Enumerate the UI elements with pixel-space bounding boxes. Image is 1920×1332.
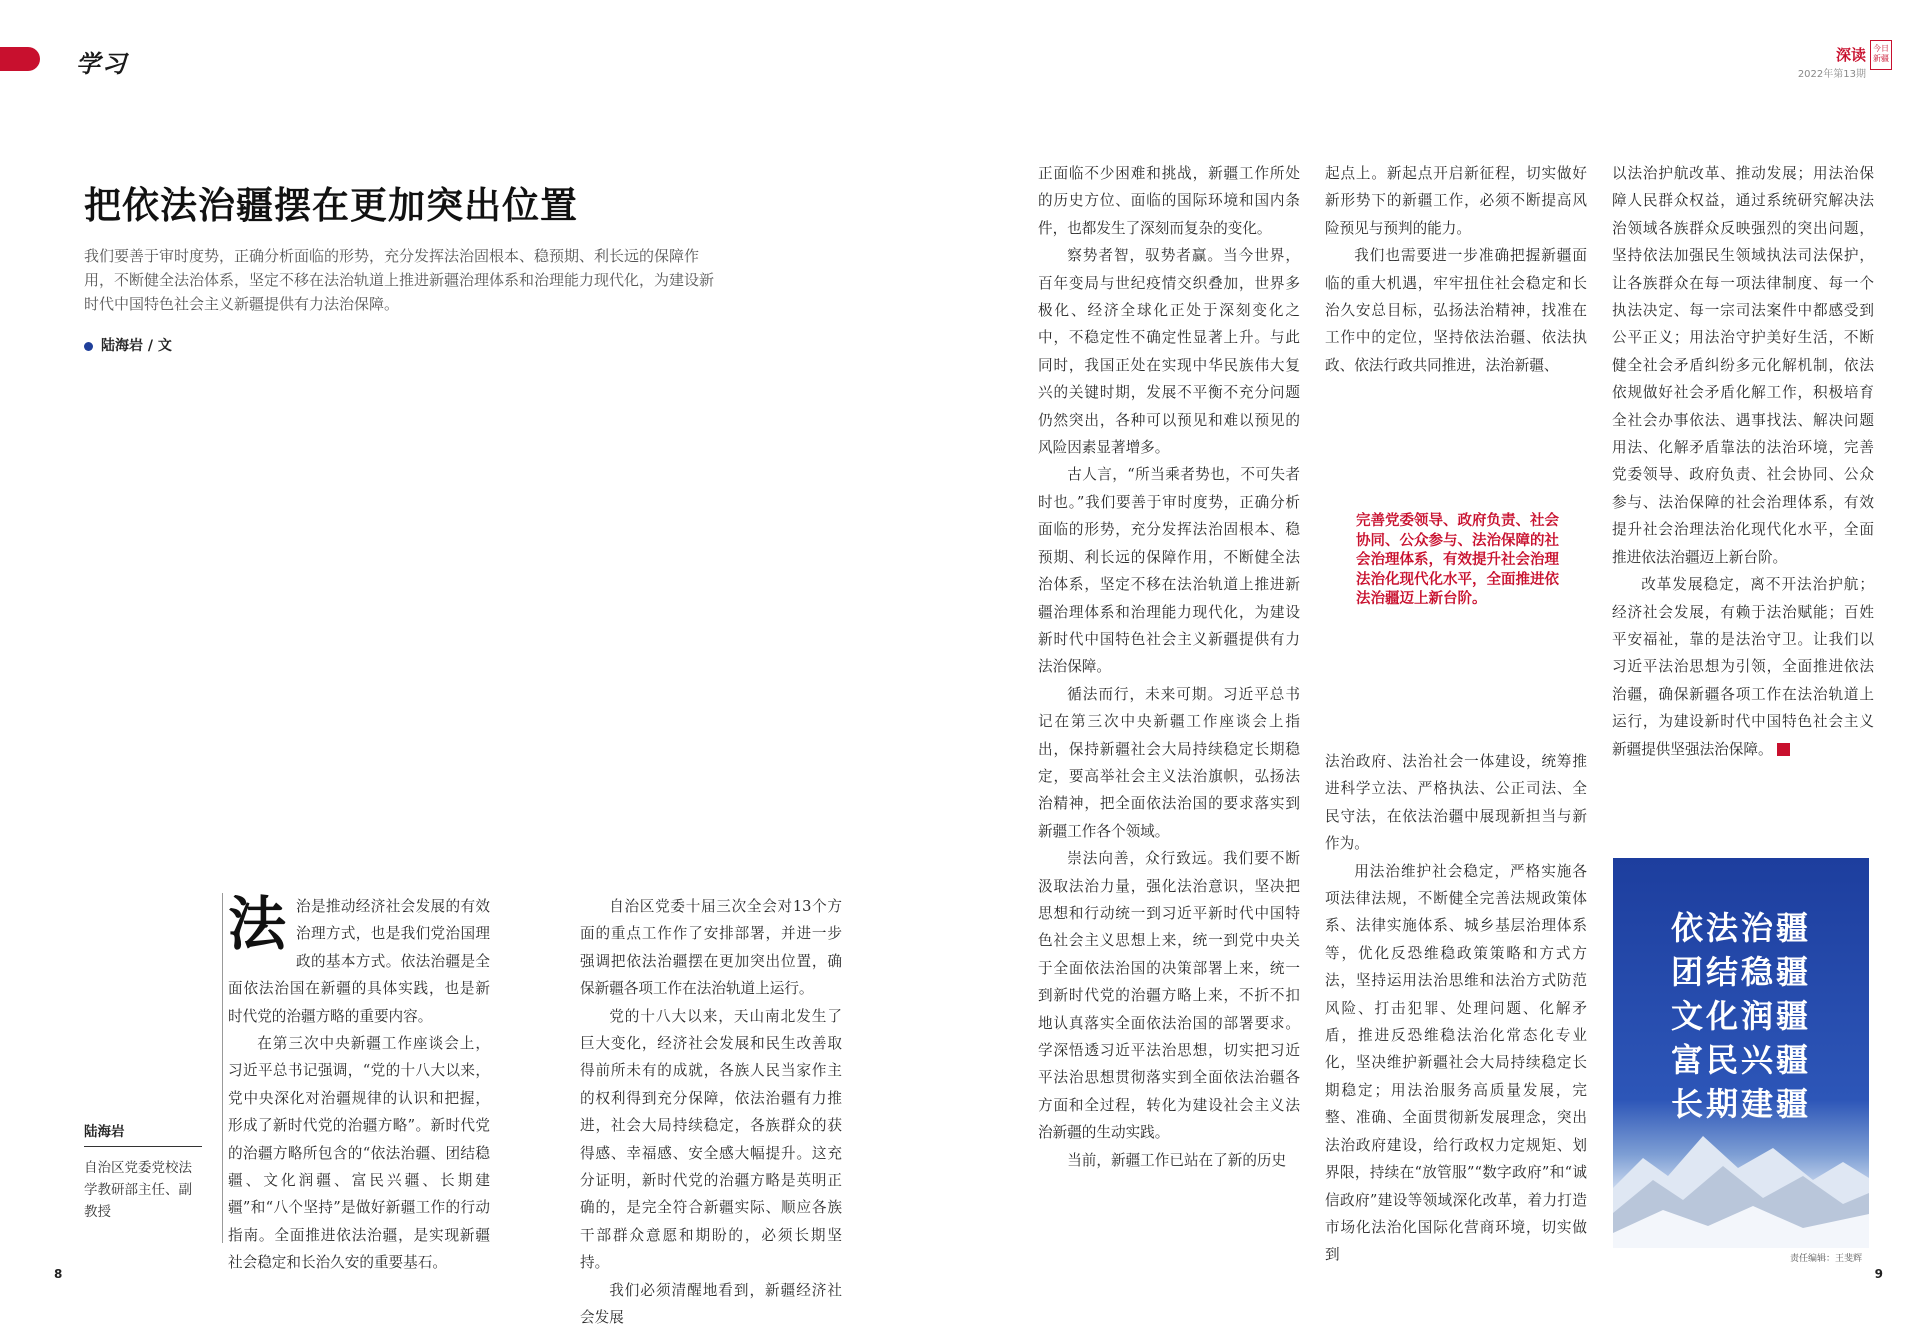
paragraph: 以法治护航改革、推动发展；用法治保障人民群众权益，通过系统研究解决法治领域各族群众反映强烈的突出问题，坚持依法加强民生领域执法司法保护，让各族群众在每一项法律制度、每一个执法决定、每一宗司法案件中都感受到公平正义；用法治守护美好生活，不断健全社会矛盾纠纷多元化解机制，依法依规做好社会矛盾化解工作，积极培育全社会办事依法、遇事找法、解决问题用法、化解矛盾靠法的法治环境，完善党委领导、政府负责、社会协同、公众参与、法治保障的社会治理体系，有效提升社会治理法治化现代化水平，全面推进依法治疆迈上新台阶。 — [1612, 165, 1874, 566]
issue-number: 2022年第13期 — [1797, 69, 1866, 80]
column-divider — [222, 893, 223, 1243]
paragraph: 自治区党委十届三次全会对13个方面的重点工作作了安排部署，并进一步强调把依法治疆摆在更加突出位置，确保新疆各项工作在法治轨道上运行。 — [580, 898, 842, 998]
poster-slogan: 富民兴疆 — [1670, 1041, 1811, 1079]
article-title: 把依法治疆摆在更加突出位置 — [84, 184, 578, 227]
paragraph — [1612, 571, 1874, 763]
paragraph: 党的十八大以来，天山南北发生了巨大变化，经济社会发展和民生改善取得前所未有的成就，各族人民当家作主的权利得到充分保障，依法治疆有力推进，社会大局持续稳定，各族群众的获得感、幸福感、安全感大幅提升。这充分证明，新时代党的治疆方略是英明正确的，是完全符合新疆实际、顺应各族干部群众意愿和期盼的，必须长期坚持。 — [580, 1007, 842, 1272]
byline-text: 陆海岩 / 文 — [101, 338, 172, 354]
bullet-icon — [84, 342, 93, 351]
paragraph: 正面临不少困难和挑战，新疆工作所处的历史方位、面临的国际环境和国内条件，也都发生了深刻而复杂的变化。 — [1038, 165, 1300, 237]
article-lead: 我们要善于审时度势，正确分析面临的形势，充分发挥法治固根本、稳预期、利长远的保障作用，不断健全法治体系，坚定不移在法治轨道上推进新疆治理体系和治理能力现代化，为建设新时代中国特色社会主义新疆提供有力法治保障。 — [84, 247, 715, 313]
paragraph-text: 治是推动经济社会发展的有效治理方式，也是我们党治国理政的基本方式。依法治疆是全面依法治国在新疆的具体实践，也是新时代党的治疆方略的重要内容。 — [228, 898, 490, 1025]
poster-slogan: 团结稳疆 — [1670, 953, 1811, 991]
text-column-5 — [1612, 160, 1874, 763]
editor-credit: 责任编辑：王斐辉 — [1790, 1254, 1863, 1264]
poster-slogans — [1613, 906, 1869, 1126]
text-column-1 — [228, 890, 490, 1277]
text-column-3 — [1038, 160, 1300, 1174]
page-number-right: 9 — [1874, 1267, 1883, 1281]
magazine-brand — [1798, 44, 1866, 80]
author-box — [84, 1120, 202, 1223]
paragraph: 循法而行，未来可期。习近平总书记在第三次中央新疆工作座谈会上指出，保持新疆社会大局持续稳定长期稳定，要高举社会主义法治旗帜，弘扬法治精神，把全面依法治国的要求落实到新疆工作各个领域。 — [1038, 685, 1300, 840]
poster-slogan: 文化润疆 — [1670, 997, 1811, 1035]
paragraph: 用法治维护社会稳定，严格实施各项法律法规，不断健全完善法规政策体系、法律实施体系、城乡基层治理体系等，优化反恐维稳政策策略和方式方法，坚持运用法治思维和法治方式防范风险、打击犯罪、处理问题、化解矛盾，推进反恐维稳法治化常态化专业化，坚决维护新疆社会大局持续稳定长期稳定；用法治服务高质量发展，完整、准确、全面贯彻新发展理念，突出法治政府建设，给行政权力定规矩、划界限，持续在“放管服”“数字政府”和“诚信政府”建设等领域深化改革，着力打造市场化法治化国际化营商环境，切实做到 — [1325, 862, 1587, 1264]
paragraph — [228, 890, 490, 1030]
drop-cap: 法 — [228, 890, 287, 958]
paragraph-text: 改革发展稳定，离不开法治护航；经济社会发展，有赖于法治赋能；百姓平安福祉，靠的是法治守卫。让我们以习近平法治思想为引领，全面推进依法治疆，确保新疆各项工作在法治轨道上运行，为建设新时代中国特色社会主义新疆提供坚强法治保障。 — [1612, 576, 1874, 758]
section-title: 学习 — [76, 50, 128, 78]
paragraph: 法治政府、法治社会一体建设，统筹推进科学立法、严格执法、公正司法、全民守法，在依法治疆中展现新担当与新作为。 — [1325, 753, 1587, 853]
text-column-4-top — [1325, 160, 1587, 379]
end-mark-icon — [1777, 743, 1790, 756]
page-number-left: 8 — [54, 1267, 63, 1281]
paragraph: 古人言，“所当乘者势也，不可失者时也。”我们要善于审时度势，正确分析面临的形势，充分发挥法治固根本、稳预期、利长远的保障作用，不断健全法治体系，坚定不移在法治轨道上推进新疆治理体系和治理能力现代化，为建设新时代中国特色社会主义新疆提供有力法治保障。 — [1038, 466, 1300, 676]
brand-logo-box: 今日新疆 — [1870, 40, 1892, 70]
brand-name: 深读 — [1835, 46, 1866, 64]
snow-mountain-illustration — [1613, 1118, 1869, 1248]
poster-slogan: 依法治疆 — [1670, 909, 1811, 947]
paragraph: 察势者智，驭势者赢。当今世界，百年变局与世纪疫情交织叠加，世界多极化、经济全球化正处于深刻变化之中，不稳定性不确定性显著上升。与此同时，我国正处在实现中华民族伟大复兴的关键时期，发展不平衡不充分问题仍然突出，各种可以预见和难以预见的风险因素显著增多。 — [1038, 247, 1300, 457]
paragraph: 当前，新疆工作已站在了新的历史 — [1067, 1151, 1287, 1169]
text-column-2 — [580, 893, 842, 1332]
byline — [84, 335, 172, 355]
author-description: 自治区党委党校法学教研部主任、副教授 — [84, 1160, 192, 1220]
poster-slogan: 长期建疆 — [1670, 1085, 1811, 1123]
author-name: 陆海岩 — [84, 1120, 202, 1147]
slogan-poster — [1613, 858, 1869, 1248]
paragraph: 崇法向善，众行致远。我们要不断汲取法治力量，强化法治意识，坚决把思想和行动统一到习近平新时代中国特色社会主义思想上来，统一到党中央关于全面依法治国的决策部署上来，统一到新时代党的治疆方略上来，不折不扣地认真落实全面依法治国的部署要求。学深悟透习近平法治思想，切实把习近平法治思想贯彻落实到全面依法治疆各方面和全过程，转化为建设社会主义法治新疆的生动实践。 — [1038, 850, 1300, 1142]
pull-quote: 完善党委领导、政府负责、社会协同、公众参与、法治保障的社会治理体系，有效提升社会治理法治化现代化水平，全面推进依法治疆迈上新台阶。 — [1356, 513, 1559, 607]
paragraph: 起点上。新起点开启新征程，切实做好新形势下的新疆工作，必须不断提高风险预见与预判的能力。 — [1325, 165, 1587, 237]
section-tab — [0, 47, 40, 71]
paragraph: 我们也需要进一步准确把握新疆面临的重大机遇，牢牢扭住社会稳定和长治久安总目标，弘扬法治精神，找准在工作中的定位，坚持依法治疆、依法执政、依法行政共同推进，法治新疆、 — [1325, 247, 1587, 374]
paragraph: 在第三次中央新疆工作座谈会上，习近平总书记强调，“党的十八大以来，党中央深化对治疆规律的认识和把握，形成了新时代党的治疆方略”。新时代党的治疆方略所包含的“依法治疆、团结稳疆、文化润疆、富民兴疆、长期建疆”和“八个坚持”是做好新疆工作的行动指南。全面推进依法治疆，是实现新疆社会稳定和长治久安的重要基石。 — [228, 1035, 490, 1272]
paragraph: 我们必须清醒地看到，新疆经济社会发展 — [580, 1281, 842, 1327]
text-column-4-bottom — [1325, 748, 1587, 1269]
